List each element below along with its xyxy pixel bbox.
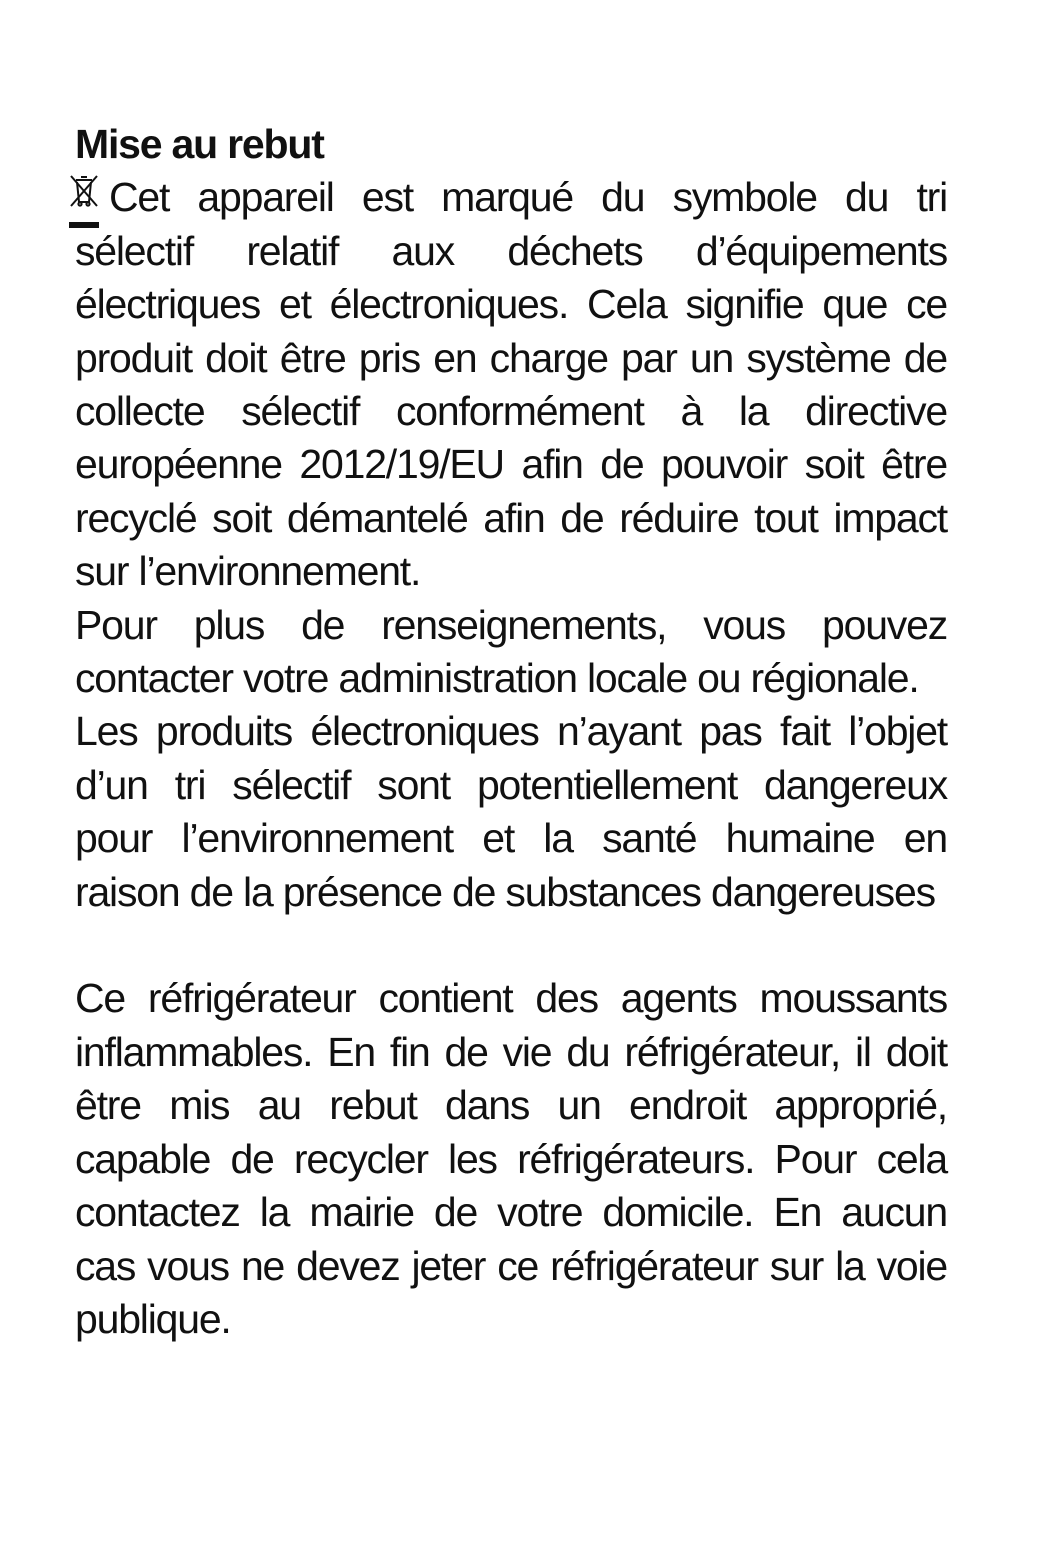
paragraph-weee-text: Cet appareil est marqué du symbole du tri sélectif relatif aux déchets d’équipements électriques et électroniques. Cela signifie que ce produit doit être pris en charge par un système de collecte sélectif conformément à la directive européenne 2012/19/EU afin de pouvoir soit être recyclé soit démantelé afin de réduire tout impact sur l’environnement.: [75, 174, 947, 595]
paragraph-refrigerator: Ce réfrigérateur contient des agents moussants inflammables. En fin de vie du réfrigérateur, il doit être mis au rebut dans un endroit approprié, capable de recycler les réfrigérateurs. Pour cela contactez la mairie de votre domicile. En aucun cas vous ne devez jeter ce réfrigérateur sur la voie publique.: [75, 975, 947, 1342]
section-title: Mise au rebut: [75, 121, 324, 167]
document-page: [75, 118, 947, 1346]
paragraph-spacer: [75, 919, 947, 972]
weee-crossed-bin-icon: [67, 174, 101, 232]
paragraph-contact: Pour plus de renseignements, vous pouvez contacter votre administration locale ou régionale.: [75, 601, 947, 702]
paragraph-weee: [75, 171, 947, 598]
paragraph-hazard: Les produits électroniques n’ayant pas fait l’objet d’un tri sélectif sont potentiellement dangereux pour l’environnement et la santé humaine en raison de la présence de substances dangereuses: [75, 708, 947, 915]
